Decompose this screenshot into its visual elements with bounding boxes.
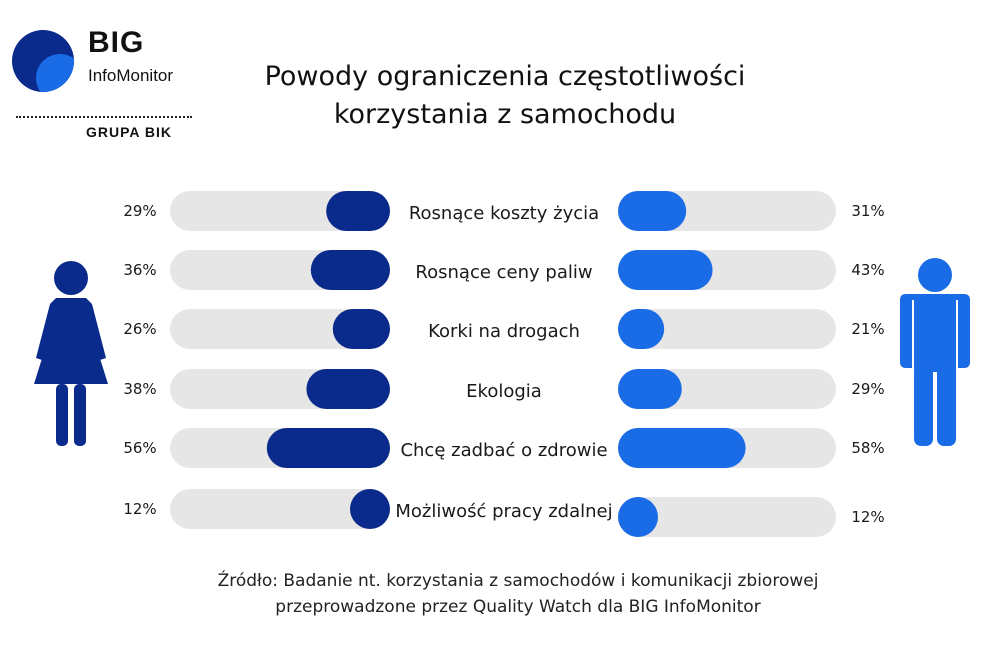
men-bar [618, 369, 682, 409]
logo-big-text: BIG [88, 26, 145, 59]
women-value-label: 56% [123, 439, 157, 457]
men-bar [618, 191, 686, 231]
men-value-label: 43% [851, 261, 885, 279]
man-icon [900, 258, 970, 446]
women-bar [326, 191, 390, 231]
women-bar [267, 428, 390, 468]
logo-sub-text: InfoMonitor [88, 66, 174, 85]
men-value-label: 31% [851, 202, 885, 220]
logo-group-text: GRUPA BIK [86, 124, 172, 140]
women-value-label: 36% [123, 261, 157, 279]
women-value-label: 12% [123, 500, 157, 518]
category-label: Ekologia [466, 381, 542, 402]
women-bar [311, 250, 390, 290]
women-bar [306, 369, 390, 409]
category-label: Korki na drogach [428, 321, 580, 342]
men-bar [618, 309, 664, 349]
category-label: Rosnące koszty życia [408, 203, 600, 224]
women-value-label: 29% [123, 202, 157, 220]
category-label: Chcę zadbać o zdrowie [400, 440, 608, 461]
women-bar [350, 489, 390, 529]
men-value-label: 21% [851, 320, 885, 338]
chart-title-line-1: Powody ograniczenia częstotliwości [264, 61, 746, 92]
category-label: Możliwość pracy zdalnej [395, 501, 613, 522]
men-bar [618, 497, 658, 537]
men-bar [618, 428, 746, 468]
category-label: Rosnące ceny paliw [415, 262, 593, 283]
woman-icon [34, 261, 108, 446]
men-bar [618, 250, 713, 290]
women-bar [333, 309, 390, 349]
chart-title-line-2: korzystania z samochodu [333, 99, 677, 130]
men-value-label: 29% [851, 380, 885, 398]
women-value-label: 38% [123, 380, 157, 398]
source-line-1: Źródło: Badanie nt. korzystania z samochodów i komunikacji zbiorowej [217, 571, 819, 591]
women-value-label: 26% [123, 320, 157, 338]
men-value-label: 58% [851, 439, 885, 457]
source-line-2: przeprowadzone przez Quality Watch dla BIG InfoMonitor [275, 597, 761, 617]
men-value-label: 12% [851, 508, 885, 526]
